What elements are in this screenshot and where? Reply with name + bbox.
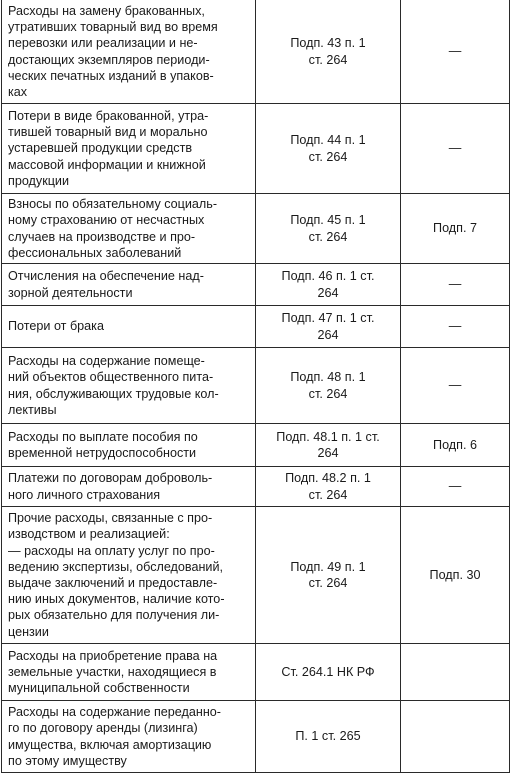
related-subparagraph: Подп. 6	[401, 424, 510, 467]
expense-description: Расходы по выплате пособия по временной нетрудоспособности	[2, 424, 256, 467]
tax-code-reference: Подп. 49 п. 1 ст. 264	[256, 507, 401, 644]
tax-code-reference: Подп. 48.1 п. 1 ст. 264	[256, 424, 401, 467]
tax-code-reference: Ст. 264.1 НК РФ	[256, 644, 401, 701]
tax-code-reference: Подп. 44 п. 1 ст. 264	[256, 104, 401, 194]
table-row	[2, 104, 510, 194]
related-subparagraph: —	[401, 348, 510, 424]
table-row	[2, 0, 510, 104]
expense-description: Расходы на приобретение права на земельные участки, находящиеся в муниципальной собственности	[2, 644, 256, 701]
expense-description: Расходы на содержание переданно- го по договору аренды (лизинга) имущества, включая амортизацию по этому имуществу	[2, 701, 256, 773]
related-subparagraph	[401, 644, 510, 701]
table-row	[2, 194, 510, 264]
related-subparagraph: —	[401, 264, 510, 306]
table-row	[2, 507, 510, 644]
tax-code-reference: Подп. 48.2 п. 1 ст. 264	[256, 467, 401, 507]
expense-description: Потери в виде бракованной, утра- тившей товарный вид и морально устаревшей продукции средств массовой информации и книжной продукции	[2, 104, 256, 194]
related-subparagraph: —	[401, 104, 510, 194]
related-subparagraph: —	[401, 306, 510, 348]
expense-description: Расходы на замену бракованных, утративших товарный вид во время перевозки или реализации и не- достающих экземпляров периоди- ческих печатных изданий в упаков- ках	[2, 0, 256, 104]
expense-description: Взносы по обязательному социаль- ному страхованию от несчастных случаев на производстве и про- фессиональных заболеваний	[2, 194, 256, 264]
table-row	[2, 264, 510, 306]
related-subparagraph: —	[401, 467, 510, 507]
table-row	[2, 644, 510, 701]
tax-code-reference: Подп. 47 п. 1 ст. 264	[256, 306, 401, 348]
expense-description: Расходы на содержание помеще- ний объектов общественного пита- ния, обслуживающих трудовые кол- лективы	[2, 348, 256, 424]
expense-table-body	[2, 0, 510, 773]
tax-code-reference: Подп. 46 п. 1 ст. 264	[256, 264, 401, 306]
tax-code-reference: Подп. 45 п. 1 ст. 264	[256, 194, 401, 264]
expense-description: Отчисления на обеспечение над- зорной деятельности	[2, 264, 256, 306]
expense-description: Прочие расходы, связанные с про- изводством и реализацией: — расходы на оплату услуг по про- ведению экспертизы, обследований, выдаче заключений и предоставле- нию иных документов, наличие кото- рых обязательно для получения ли- цензии	[2, 507, 256, 644]
tax-code-reference: Подп. 43 п. 1 ст. 264	[256, 0, 401, 104]
expense-description: Потери от брака	[2, 306, 256, 348]
table-row	[2, 701, 510, 773]
expense-table	[1, 0, 510, 773]
table-row	[2, 424, 510, 467]
related-subparagraph	[401, 701, 510, 773]
table-row	[2, 348, 510, 424]
tax-code-reference: Подп. 48 п. 1 ст. 264	[256, 348, 401, 424]
related-subparagraph: Подп. 30	[401, 507, 510, 644]
related-subparagraph: Подп. 7	[401, 194, 510, 264]
related-subparagraph: —	[401, 0, 510, 104]
expense-description: Платежи по договорам доброволь- ного личного страхования	[2, 467, 256, 507]
table-row	[2, 467, 510, 507]
table-row	[2, 306, 510, 348]
tax-code-reference: П. 1 ст. 265	[256, 701, 401, 773]
